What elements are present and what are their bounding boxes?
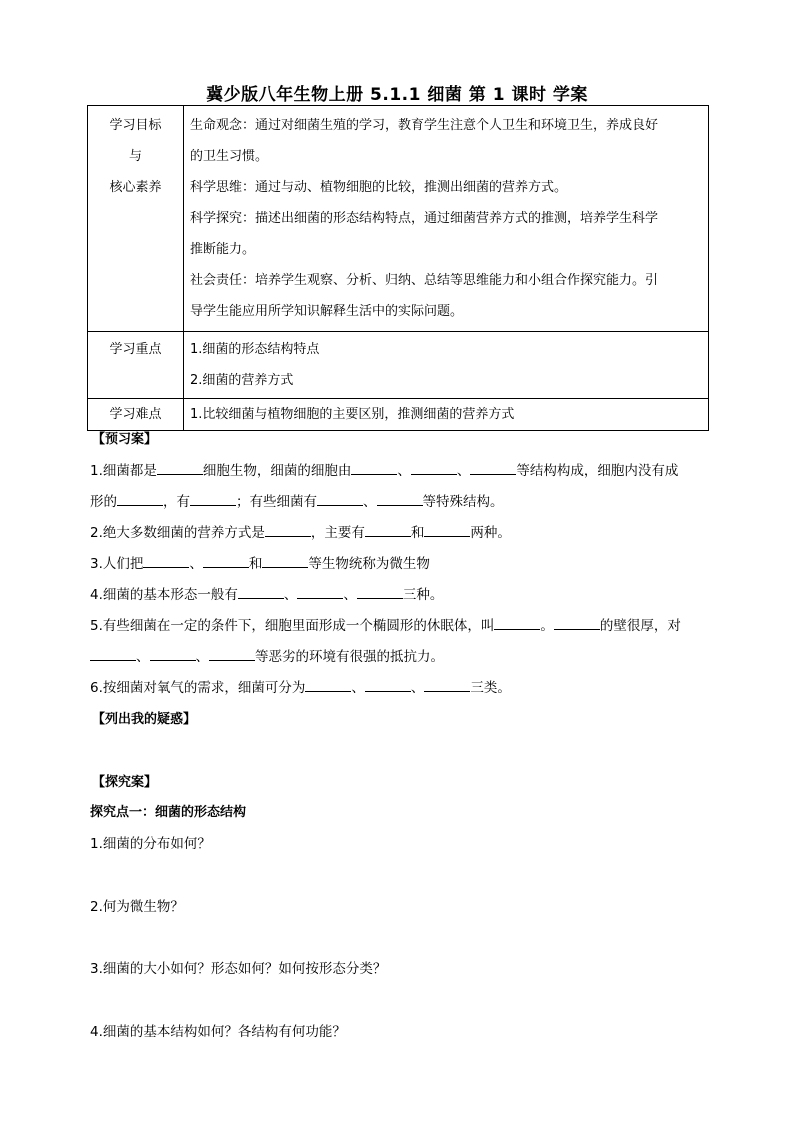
objective-line: 的卫生习惯。 <box>190 149 269 164</box>
question-text: 两种。 <box>470 525 511 541</box>
answer-blank[interactable] <box>424 522 470 537</box>
question-text: 和 <box>248 556 263 572</box>
question-text: 、 <box>351 680 365 696</box>
question-text: 等结构构成，细胞内没有成 <box>516 463 679 479</box>
explore-question-4: 4.细菌的基本结构如何？各结构有何功能？ <box>90 1024 346 1040</box>
objectives-label-line: 核心素养 <box>109 180 162 195</box>
difficulties-label: 学习难点 <box>109 407 162 422</box>
answer-blank[interactable] <box>117 491 163 506</box>
key-point-line: 1.细菌的形态结构特点 <box>190 342 320 357</box>
answer-blank[interactable] <box>470 460 516 475</box>
question-text: ，主要有 <box>310 525 365 541</box>
key-point-line: 2.细菌的营养方式 <box>190 373 294 388</box>
question-text: 6.按细菌对氧气的需求，细菌可分为 <box>90 680 306 696</box>
question-text: 三种。 <box>402 587 444 603</box>
key-points-label: 学习重点 <box>109 342 162 357</box>
question-text: 、 <box>456 463 471 479</box>
question-text: 4.细菌的基本形态一般有 <box>90 587 238 603</box>
explore-point-1: 探究点一：细菌的形态结构 <box>90 805 247 820</box>
question-text: 1.细菌都是 <box>90 463 157 479</box>
objectives-label-line: 与 <box>128 149 142 164</box>
question-text: 等恶劣的环境有很强的抵抗力。 <box>255 649 444 665</box>
explore-question-3: 3.细菌的大小如何？形态如何？如何按形态分类？ <box>90 961 387 977</box>
answer-blank[interactable] <box>365 522 411 537</box>
question-text: 、 <box>397 463 411 479</box>
answer-blank[interactable] <box>305 677 351 692</box>
answer-blank[interactable] <box>411 460 457 475</box>
answer-blank[interactable] <box>265 522 311 537</box>
answer-blank[interactable] <box>262 553 308 568</box>
key-points-content-cell <box>184 332 709 399</box>
question-text: 。 <box>540 618 554 634</box>
question-text: 、 <box>136 649 150 665</box>
question-text: 等特殊结构。 <box>422 494 504 510</box>
objectives-row <box>88 106 709 332</box>
question-text: 5.有些细菌在一定的条件下，细胞里面形成一个椭圆形的休眠体，叫 <box>90 618 495 634</box>
preview-question-6 <box>90 676 511 696</box>
preview-question-5-cont <box>90 645 444 665</box>
answer-blank[interactable] <box>203 553 249 568</box>
answer-blank[interactable] <box>143 553 189 568</box>
question-text: 2.绝大多数细菌的营养方式是 <box>90 525 265 541</box>
answer-blank[interactable] <box>365 677 411 692</box>
answer-blank[interactable] <box>357 584 403 599</box>
answer-blank[interactable] <box>150 646 196 661</box>
preview-question-1 <box>90 459 678 479</box>
objectives-label-cell <box>88 106 184 332</box>
doubts-heading: 【列出我的疑惑】 <box>92 712 197 727</box>
answer-blank[interactable] <box>238 584 284 599</box>
answer-blank[interactable] <box>351 460 397 475</box>
question-text: ；有些细菌有 <box>236 494 317 510</box>
explore-heading: 【探究案】 <box>92 775 158 790</box>
question-text: 、 <box>343 587 357 603</box>
answer-blank[interactable] <box>317 491 363 506</box>
explore-question-1: 1.细菌的分布如何？ <box>90 836 211 852</box>
difficulties-label-cell <box>88 399 184 431</box>
objective-line: 生命观念：通过对细菌生殖的学习，教育学生注意个人卫生和环境卫生，养成良好 <box>190 118 659 133</box>
preview-question-2 <box>90 521 511 541</box>
answer-blank[interactable] <box>297 584 343 599</box>
question-text: 、 <box>195 649 209 665</box>
answer-blank[interactable] <box>554 615 600 630</box>
question-text: 三类。 <box>470 680 511 696</box>
page-title: 冀少版八年生物上册 5.1.1 细菌 第 1 课时 学案 <box>206 85 588 105</box>
question-text: 、 <box>410 680 425 696</box>
preview-heading: 【预习案】 <box>92 432 158 447</box>
objective-line: 科学探究：描述出细菌的形态结构特点，通过细菌营养方式的推测，培养学生科学 <box>190 211 659 226</box>
difficulties-content-cell <box>184 399 709 431</box>
question-text: 3.人们把 <box>90 556 144 572</box>
explore-question-2: 2.何为微生物？ <box>90 899 184 915</box>
question-text: ，有 <box>163 494 190 510</box>
objectives-label-line: 学习目标 <box>109 118 162 133</box>
answer-blank[interactable] <box>157 460 203 475</box>
question-text: 、 <box>283 587 298 603</box>
key-points-label-cell <box>88 332 184 399</box>
question-text: 和 <box>410 525 425 541</box>
objectives-table <box>87 105 709 431</box>
question-text: 、 <box>363 494 377 510</box>
answer-blank[interactable] <box>377 491 423 506</box>
answer-blank[interactable] <box>424 677 470 692</box>
objective-line: 科学思维：通过与动、植物细胞的比较，推测出细菌的营养方式。 <box>190 180 568 195</box>
question-text: 形的 <box>90 494 117 510</box>
key-points-row <box>88 332 709 399</box>
preview-question-3 <box>90 552 430 572</box>
question-text: 细胞生物，细菌的细胞由 <box>202 463 352 479</box>
difficulties-row <box>88 399 709 431</box>
preview-question-1-cont <box>90 490 504 510</box>
answer-blank[interactable] <box>494 615 540 630</box>
question-text: 的壁很厚，对 <box>599 618 681 634</box>
question-text: 等生物统称为微生物 <box>308 556 430 572</box>
answer-blank[interactable] <box>90 646 136 661</box>
objective-line: 推断能力。 <box>190 242 256 257</box>
objective-line: 社会责任：培养学生观察、分析、归纳、总结等思维能力和小组合作探究能力。引 <box>190 273 659 288</box>
question-text: 、 <box>189 556 203 572</box>
objectives-content-cell <box>184 106 709 332</box>
difficulty-line: 1.比较细菌与植物细胞的主要区别，推测细菌的营养方式 <box>190 407 515 422</box>
answer-blank[interactable] <box>209 646 255 661</box>
preview-question-4 <box>90 583 443 603</box>
preview-question-5 <box>90 614 681 634</box>
answer-blank[interactable] <box>190 491 236 506</box>
objective-line: 导学生能应用所学知识解释生活中的实际问题。 <box>190 304 464 319</box>
